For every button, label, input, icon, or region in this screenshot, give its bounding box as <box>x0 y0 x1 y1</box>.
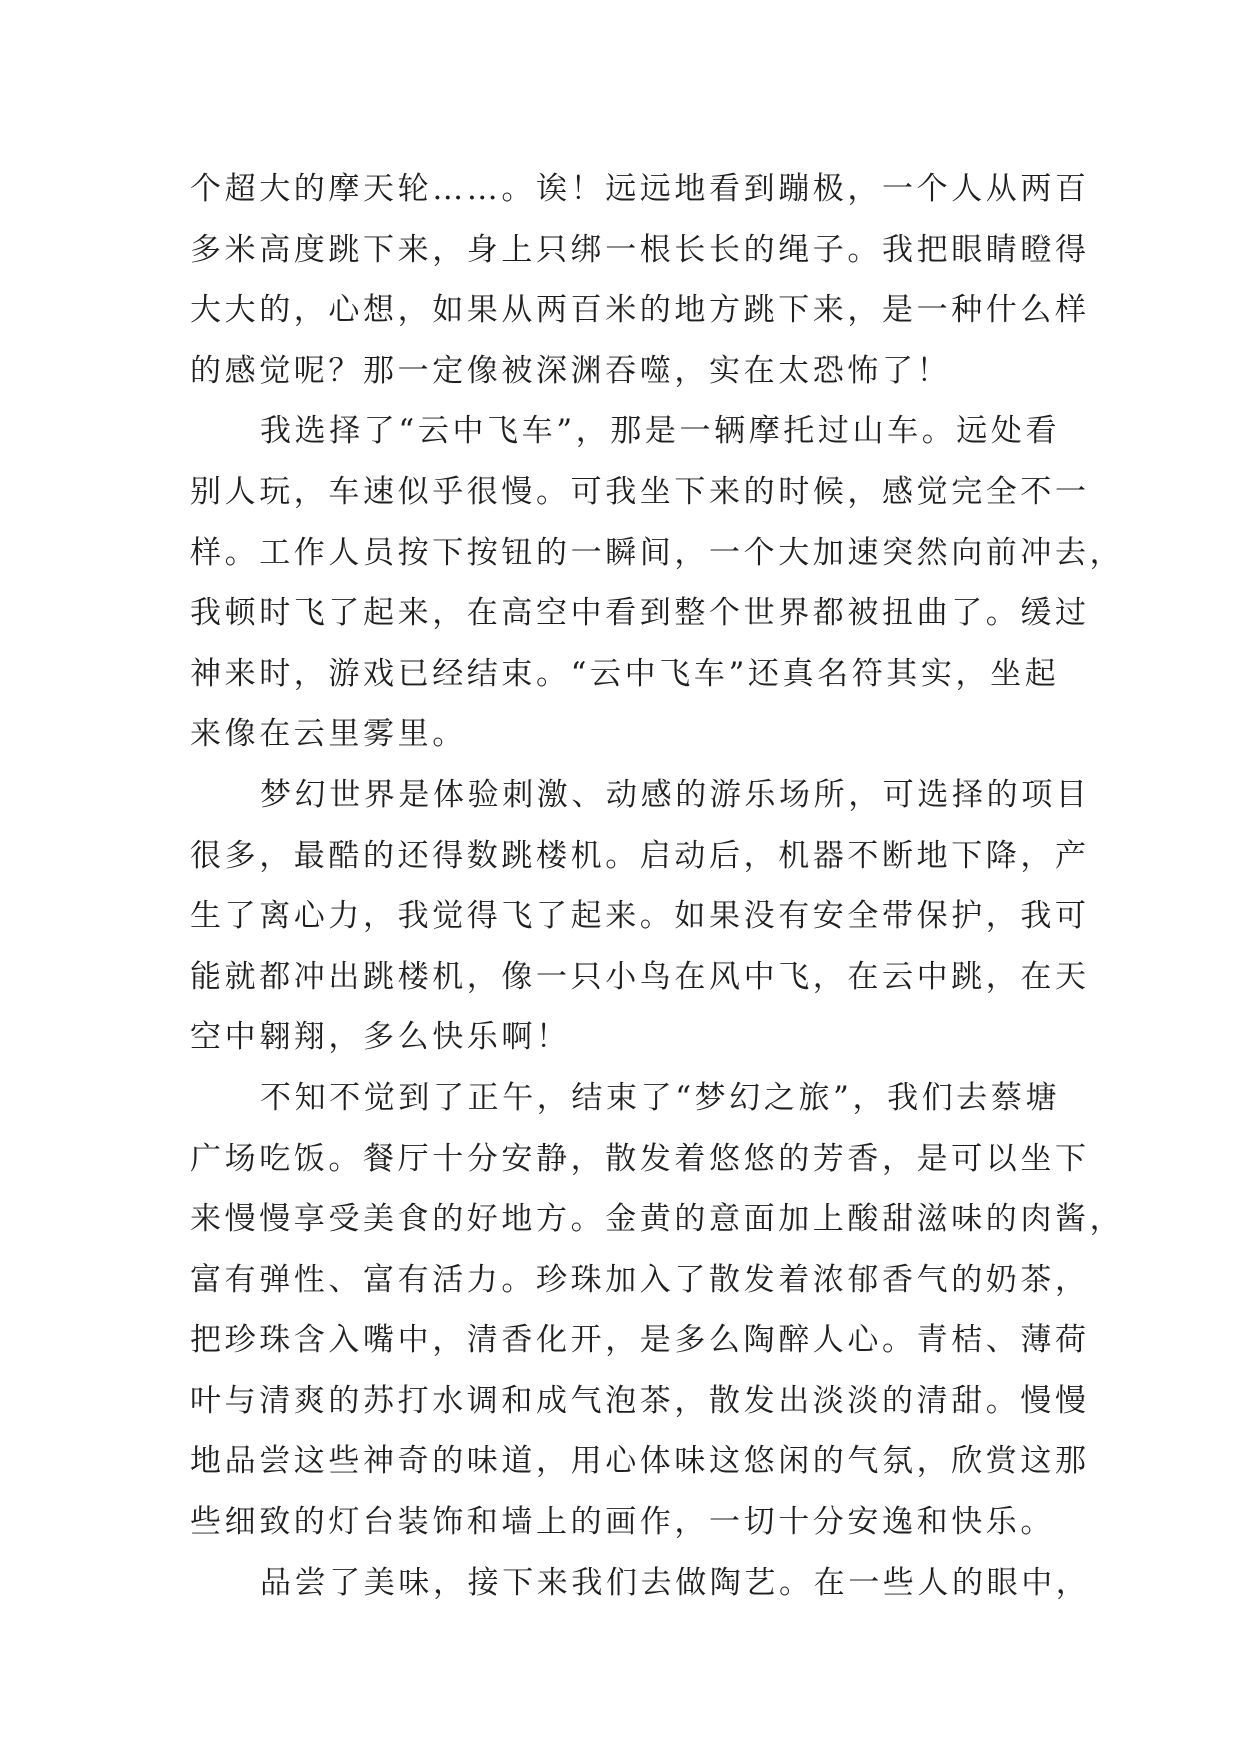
text-line: 把珍珠含入嘴中，清香化开，是多么陶醉人心。青桔、薄荷 <box>190 1322 1090 1359</box>
text-line: 叶与清爽的苏打水调和成气泡茶，散发出淡淡的清甜。慢慢 <box>190 1382 1090 1419</box>
text-line: 些细致的灯台装饰和墙上的画作，一切十分安逸和快乐。 <box>190 1504 1055 1541</box>
text-line: 的感觉呢？那一定像被深渊吞噬，实在太恐怖了！ <box>190 352 952 389</box>
text-line: 我选择了“云中飞车”，那是一辆摩托过山车。远处看 <box>260 413 1061 450</box>
text-line: 样。工作人员按下按钮的一瞬间，一个大加速突然向前冲去， <box>190 534 1125 571</box>
body-text <box>190 159 1125 1613</box>
text-line: 广场吃饭。餐厅十分安静，散发着悠悠的芳香，是可以坐下 <box>190 1140 1090 1177</box>
text-line: 梦幻世界是体验刺激、动感的游乐场所，可选择的项目 <box>260 776 1091 813</box>
text-line: 神来时，游戏已经结束。“云中飞车”还真名符其实，坐起 <box>190 655 1060 692</box>
text-line: 富有弹性、富有活力。珍珠加入了散发着浓郁香气的奶茶， <box>190 1261 1090 1298</box>
text-line: 个超大的摩天轮……。诶！远远地看到蹦极，一个人从两百 <box>190 171 1090 207</box>
text-line: 地品尝这些神奇的味道，用心体味这悠闲的气氛，欣赏这那 <box>190 1443 1090 1480</box>
text-line: 大大的，心想，如果从两百米的地方跳下来，是一种什么样 <box>190 292 1090 329</box>
text-line: 很多，最酷的还得数跳楼机。启动后，机器不断地下降，产 <box>190 837 1090 874</box>
text-line: 别人玩，车速似乎很慢。可我坐下来的时候，感觉完全不一 <box>190 473 1090 510</box>
text-line: 空中翱翔，多么快乐啊！ <box>190 1019 571 1056</box>
text-line: 生了离心力，我觉得飞了起来。如果没有安全带保护，我可 <box>190 898 1090 935</box>
text-line: 多米高度跳下来，身上只绑一根长长的绳子。我把眼睛瞪得 <box>190 231 1090 268</box>
text-line: 我顿时飞了起来，在高空中看到整个世界都被扭曲了。缓过 <box>190 595 1090 632</box>
text-line: 来像在云里雾里。 <box>190 716 467 753</box>
text-line: 品尝了美味，接下来我们去做陶艺。在一些人的眼中， <box>260 1564 1091 1601</box>
text-line: 不知不觉到了正午，结束了“梦幻之旅”，我们去蔡塘 <box>260 1079 1061 1116</box>
text-line: 能就都冲出跳楼机，像一只小鸟在风中飞，在云中跳，在天 <box>190 958 1090 995</box>
text-line: 来慢慢享受美食的好地方。金黄的意面加上酸甜滋味的肉酱， <box>190 1201 1125 1238</box>
